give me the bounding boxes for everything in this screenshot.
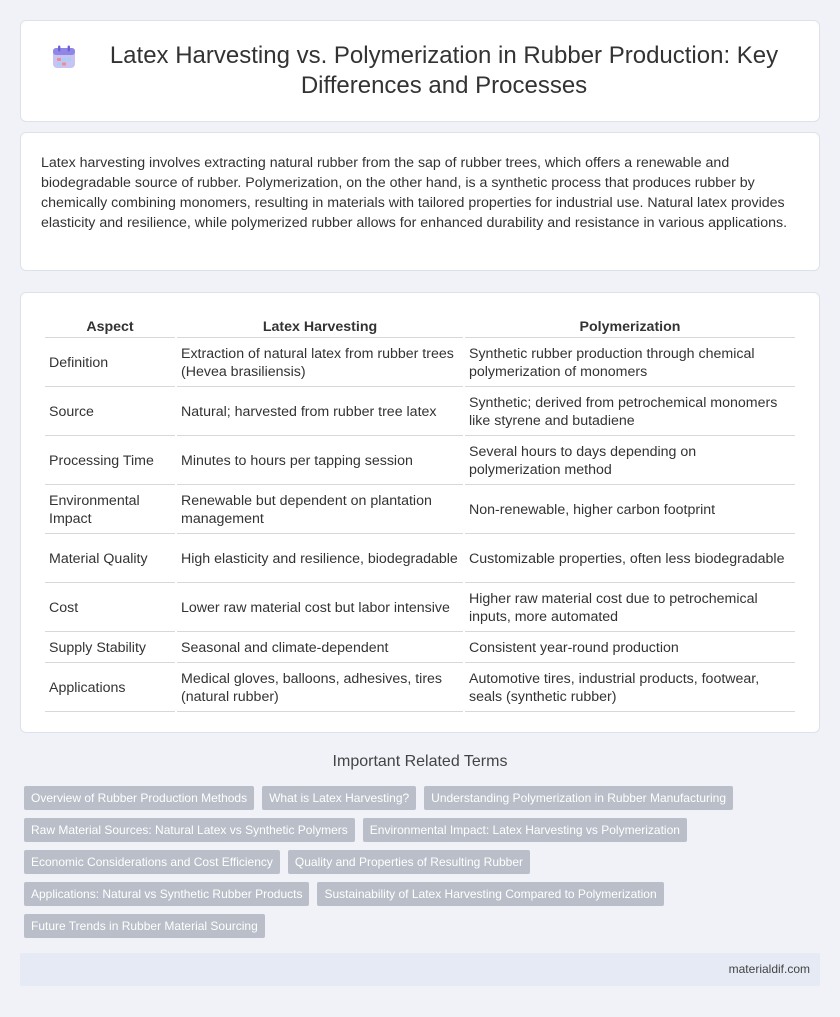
table-cell-polymerization: Synthetic rubber production through chemical polymerization of monomers (465, 340, 795, 387)
table-cell-aspect: Applications (45, 665, 175, 712)
table-cell-polymerization: Automotive tires, industrial products, footwear, seals (synthetic rubber) (465, 665, 795, 712)
column-header: Polymerization (465, 315, 795, 338)
related-term-link[interactable]: Understanding Polymerization in Rubber Manufacturing (424, 786, 733, 810)
table-cell-latex: Extraction of natural latex from rubber trees (Hevea brasiliensis) (177, 340, 463, 387)
table-cell-aspect: Processing Time (45, 438, 175, 485)
table-cell-aspect: Material Quality (45, 536, 175, 583)
table-row (45, 340, 795, 387)
table-cell-aspect: Source (45, 389, 175, 436)
table-cell-polymerization: Higher raw material cost due to petrochemical inputs, more automated (465, 585, 795, 632)
table-cell-aspect: Cost (45, 585, 175, 632)
table-cell-latex: Natural; harvested from rubber tree latex (177, 389, 463, 436)
table-cell-polymerization: Customizable properties, often less biodegradable (465, 536, 795, 583)
table-cell-latex: High elasticity and resilience, biodegradable (177, 536, 463, 583)
related-term-link[interactable]: Environmental Impact: Latex Harvesting vs Polymerization (363, 818, 687, 842)
page-title: Latex Harvesting vs. Polymerization in Rubber Production: Key Differences and Processes (109, 42, 779, 99)
related-term-link[interactable]: Quality and Properties of Resulting Rubber (288, 850, 530, 874)
calendar-icon (51, 44, 77, 70)
related-terms-heading: Important Related Terms (332, 753, 508, 770)
related-term-link[interactable]: Applications: Natural vs Synthetic Rubber Products (24, 882, 309, 906)
table-header-row (45, 315, 795, 338)
comparison-table-card (20, 292, 820, 733)
related-term-link[interactable]: Raw Material Sources: Natural Latex vs Synthetic Polymers (24, 818, 355, 842)
related-term-link[interactable]: Overview of Rubber Production Methods (24, 786, 254, 810)
table-row (45, 585, 795, 632)
column-header: Latex Harvesting (177, 315, 463, 338)
table-cell-aspect: Definition (45, 340, 175, 387)
table-cell-polymerization: Consistent year-round production (465, 634, 795, 663)
related-term-link[interactable]: Sustainability of Latex Harvesting Compared to Polymerization (317, 882, 663, 906)
table-cell-polymerization: Synthetic; derived from petrochemical monomers like styrene and butadiene (465, 389, 795, 436)
table-row (45, 536, 795, 583)
title-wrap (51, 41, 789, 101)
intro-card (20, 132, 820, 271)
table-row (45, 634, 795, 663)
related-term-link[interactable]: Future Trends in Rubber Material Sourcing (24, 914, 265, 938)
related-terms-list (24, 786, 820, 938)
table-row (45, 438, 795, 485)
table-row (45, 665, 795, 712)
table-cell-aspect: Environmental Impact (45, 487, 175, 534)
footer (20, 953, 820, 986)
table-cell-polymerization: Non-renewable, higher carbon footprint (465, 487, 795, 534)
table-row (45, 487, 795, 534)
title-card (20, 20, 820, 122)
related-term-link[interactable]: What is Latex Harvesting? (262, 786, 416, 810)
table-row (45, 389, 795, 436)
related-term-link[interactable]: Economic Considerations and Cost Efficiency (24, 850, 280, 874)
footer-site-name[interactable]: materialdif.com (728, 962, 810, 976)
table-cell-latex: Minutes to hours per tapping session (177, 438, 463, 485)
table-cell-polymerization: Several hours to days depending on polymerization method (465, 438, 795, 485)
table-cell-latex: Renewable but dependent on plantation management (177, 487, 463, 534)
table-cell-latex: Medical gloves, balloons, adhesives, tires (natural rubber) (177, 665, 463, 712)
table-cell-aspect: Supply Stability (45, 634, 175, 663)
table-cell-latex: Seasonal and climate-dependent (177, 634, 463, 663)
table-cell-latex: Lower raw material cost but labor intensive (177, 585, 463, 632)
column-header: Aspect (45, 315, 175, 338)
intro-paragraph: Latex harvesting involves extracting natural rubber from the sap of rubber trees, which offers a renewable and biodegradable source of rubber. Polymerization, on the other hand, is a synthetic process that produces rubber by chemically combining monomers, resulting in materials with tailored properties for industrial use. Natural latex provides elasticity and resilience, while polymerized rubber allows for enhanced durability and resistance in various applications. (41, 155, 788, 231)
comparison-table (43, 313, 797, 714)
